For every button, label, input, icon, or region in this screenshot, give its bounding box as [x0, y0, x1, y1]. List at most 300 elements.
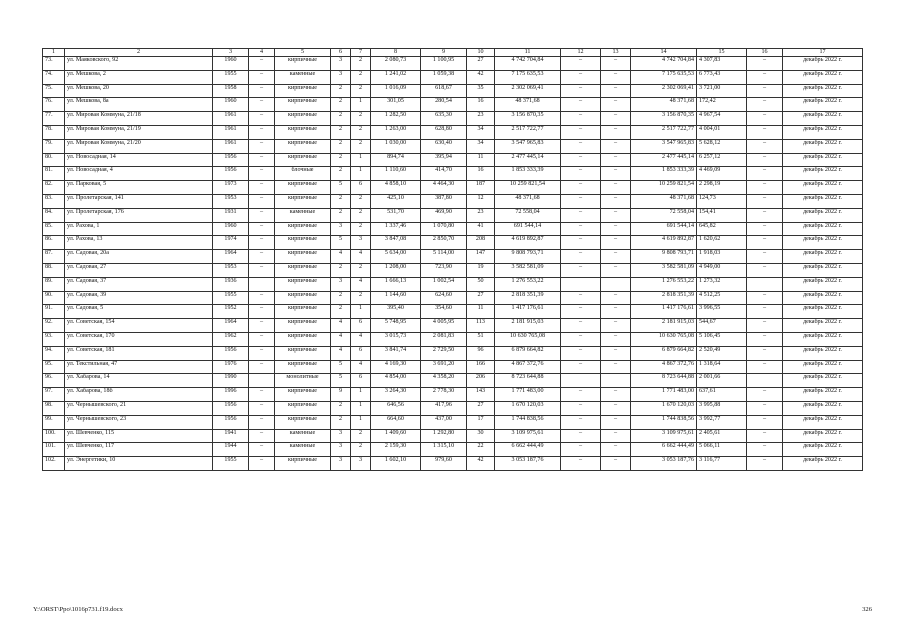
cell-entrances: 6	[351, 319, 371, 333]
cell-cost-per-sqm: 2 001,66	[697, 374, 747, 388]
cell-floors: 4	[331, 332, 351, 346]
cell-address: ул. Мешкова, 2	[65, 70, 213, 84]
cell-entrances: 1	[351, 98, 371, 112]
cell-total-cost: 2 818 351,39	[495, 291, 561, 305]
col-header-cost-owners: 14	[631, 49, 697, 57]
cell-residents: 30	[467, 429, 495, 443]
cell-cost-per-sqm: 2 405,61	[697, 429, 747, 443]
cell-completion-date: декабрь 2022 г.	[783, 112, 863, 126]
cell-residential-area: 1 002,54	[421, 277, 467, 291]
cell-year-built: 1944	[213, 443, 249, 457]
cell-total-cost: 3 109 975,61	[495, 429, 561, 443]
cell-total-cost: 6 662 444,49	[495, 443, 561, 457]
cell-cost-fund: –	[561, 401, 601, 415]
cell-cost-owners: 8 723 644,88	[631, 374, 697, 388]
cell-extra: –	[747, 263, 783, 277]
cell-total-cost: 72 558,04	[495, 208, 561, 222]
table-row	[43, 291, 863, 305]
table-row	[43, 443, 863, 457]
cell-cost-other: –	[601, 263, 631, 277]
cell-entrances: 2	[351, 208, 371, 222]
cell-year-built: 1961	[213, 139, 249, 153]
cell-cost-other: –	[601, 167, 631, 181]
cell-cost-fund: –	[561, 57, 601, 71]
cell-completion-date: декабрь 2022 г.	[783, 236, 863, 250]
cell-wall-material: кирпичные	[275, 153, 331, 167]
cell-cost-other: –	[601, 194, 631, 208]
cell-residential-area: 354,60	[421, 305, 467, 319]
cell-floors: 3	[331, 70, 351, 84]
cell-cost-fund: –	[561, 250, 601, 264]
cell-wall-material: кирпичные	[275, 222, 331, 236]
housing-register-table	[42, 48, 863, 471]
cell-residents: 34	[467, 139, 495, 153]
cell-completion-date: декабрь 2022 г.	[783, 194, 863, 208]
cell-wall-material: блочные	[275, 167, 331, 181]
cell-total-area: 1 337,46	[371, 222, 421, 236]
cell-cost-owners: 2 302 069,41	[631, 84, 697, 98]
cell-total-area: 2 080,73	[371, 57, 421, 71]
cell-total-area: 1 030,00	[371, 139, 421, 153]
cell-cost-other: –	[601, 250, 631, 264]
cell-cost-owners: 1 744 838,56	[631, 415, 697, 429]
cell-wall-material: кирпичные	[275, 415, 331, 429]
cell-total-area: 1 016,09	[371, 84, 421, 98]
cell-residents: 34	[467, 125, 495, 139]
cell-cost-fund: –	[561, 125, 601, 139]
cell-address: ул. Садовая, 5	[65, 305, 213, 319]
cell-floors: 3	[331, 222, 351, 236]
cell-entrances: 1	[351, 153, 371, 167]
cell-wall-material: кирпичные	[275, 319, 331, 333]
cell-residents: 11	[467, 153, 495, 167]
cell-cost-other: –	[601, 208, 631, 222]
cell-row-number: 75.	[43, 84, 65, 98]
cell-cost-other: –	[601, 84, 631, 98]
table-row	[43, 167, 863, 181]
cell-address: ул. Мешкова, 20	[65, 84, 213, 98]
cell-entrances: 3	[351, 457, 371, 471]
cell-year-renovated: –	[249, 443, 275, 457]
cell-floors: 3	[331, 457, 351, 471]
cell-wall-material: кирпичные	[275, 139, 331, 153]
cell-wall-material: кирпичные	[275, 263, 331, 277]
cell-residents: 41	[467, 222, 495, 236]
cell-cost-per-sqm: 172,42	[697, 98, 747, 112]
cell-residential-area: 4 005,95	[421, 319, 467, 333]
cell-extra: –	[747, 57, 783, 71]
cell-residential-area: 624,60	[421, 291, 467, 305]
column-number-row	[43, 49, 863, 57]
table-body	[43, 49, 863, 471]
cell-entrances: 2	[351, 57, 371, 71]
cell-completion-date: декабрь 2022 г.	[783, 139, 863, 153]
cell-year-renovated: –	[249, 208, 275, 222]
cell-residents: 23	[467, 112, 495, 126]
cell-residential-area: 4 358,20	[421, 374, 467, 388]
table-row	[43, 112, 863, 126]
cell-completion-date: декабрь 2022 г.	[783, 429, 863, 443]
cell-extra	[747, 277, 783, 291]
cell-cost-owners: 1 276 553,22	[631, 277, 697, 291]
cell-wall-material: кирпичные	[275, 388, 331, 402]
cell-wall-material: кирпичные	[275, 57, 331, 71]
cell-year-built: 1953	[213, 194, 249, 208]
cell-year-renovated: –	[249, 222, 275, 236]
cell-year-built: 1961	[213, 112, 249, 126]
cell-cost-owners: 48 371,68	[631, 98, 697, 112]
cell-total-area: 1 241,02	[371, 70, 421, 84]
cell-cost-other: –	[601, 457, 631, 471]
cell-cost-owners: 10 259 821,54	[631, 181, 697, 195]
cell-cost-per-sqm: 3 995,88	[697, 401, 747, 415]
cell-completion-date: декабрь 2022 г.	[783, 457, 863, 471]
cell-total-cost: 48 371,68	[495, 194, 561, 208]
cell-year-renovated	[249, 277, 275, 291]
cell-total-cost: 1 417 176,61	[495, 305, 561, 319]
cell-total-cost: 6 879 664,82	[495, 346, 561, 360]
cell-year-renovated: –	[249, 457, 275, 471]
cell-residential-area: 469,90	[421, 208, 467, 222]
cell-floors: 5	[331, 181, 351, 195]
cell-cost-fund: –	[561, 457, 601, 471]
cell-total-area: 5 634,00	[371, 250, 421, 264]
cell-total-cost: 7 175 635,53	[495, 70, 561, 84]
cell-residents: 166	[467, 360, 495, 374]
cell-residential-area: 2 081,83	[421, 332, 467, 346]
cell-total-cost: 2 477 445,14	[495, 153, 561, 167]
cell-row-number: 92.	[43, 319, 65, 333]
cell-completion-date: декабрь 2022 г.	[783, 57, 863, 71]
cell-residential-area: 1 315,10	[421, 443, 467, 457]
cell-cost-per-sqm: 4 949,00	[697, 263, 747, 277]
cell-total-cost: 1 276 553,22	[495, 277, 561, 291]
cell-year-renovated	[249, 374, 275, 388]
cell-total-cost: 9 808 793,71	[495, 250, 561, 264]
col-header-wall-material: 5	[275, 49, 331, 57]
cell-cost-fund: –	[561, 291, 601, 305]
cell-cost-other: –	[601, 319, 631, 333]
cell-row-number: 76.	[43, 98, 65, 112]
cell-floors: 4	[331, 346, 351, 360]
cell-year-renovated: –	[249, 346, 275, 360]
cell-address: ул. Шевченко, 117	[65, 443, 213, 457]
cell-address: ул. Чернышевского, 23	[65, 415, 213, 429]
cell-extra: –	[747, 415, 783, 429]
cell-cost-other: –	[601, 125, 631, 139]
cell-entrances: 6	[351, 181, 371, 195]
cell-year-built: 1960	[213, 57, 249, 71]
cell-wall-material: каменные	[275, 443, 331, 457]
cell-total-area: 425,10	[371, 194, 421, 208]
cell-completion-date: декабрь 2022 г.	[783, 125, 863, 139]
cell-residents: 19	[467, 263, 495, 277]
cell-address: ул. Рахова, 1	[65, 222, 213, 236]
cell-year-built: 1962	[213, 332, 249, 346]
cell-cost-owners: 9 808 793,71	[631, 250, 697, 264]
cell-cost-owners: 1 771 483,00	[631, 388, 697, 402]
cell-cost-per-sqm: 3 116,77	[697, 457, 747, 471]
cell-year-built: 1956	[213, 153, 249, 167]
cell-year-renovated: –	[249, 153, 275, 167]
cell-extra: –	[747, 84, 783, 98]
cell-residents: 35	[467, 84, 495, 98]
cell-residents: 27	[467, 291, 495, 305]
col-header-total-cost: 11	[495, 49, 561, 57]
cell-cost-owners: 7 175 635,53	[631, 70, 697, 84]
cell-extra: –	[747, 222, 783, 236]
cell-residents: 27	[467, 401, 495, 415]
cell-cost-owners: 1 417 176,61	[631, 305, 697, 319]
cell-total-area: 1 666,13	[371, 277, 421, 291]
cell-wall-material: кирпичные	[275, 457, 331, 471]
cell-total-cost: 2 181 915,03	[495, 319, 561, 333]
cell-floors: 3	[331, 443, 351, 457]
cell-cost-owners: 3 156 870,35	[631, 112, 697, 126]
cell-cost-per-sqm: 5 066,11	[697, 443, 747, 457]
cell-cost-fund: –	[561, 263, 601, 277]
cell-total-area: 3 015,73	[371, 332, 421, 346]
cell-row-number: 86.	[43, 236, 65, 250]
cell-entrances: 1	[351, 415, 371, 429]
cell-wall-material: кирпичные	[275, 291, 331, 305]
cell-row-number: 85.	[43, 222, 65, 236]
cell-cost-per-sqm: 3 996,55	[697, 305, 747, 319]
cell-cost-per-sqm: 3 992,77	[697, 415, 747, 429]
col-header-cost-per-sqm: 15	[697, 49, 747, 57]
cell-extra	[747, 374, 783, 388]
cell-row-number: 102.	[43, 457, 65, 471]
cell-year-renovated: –	[249, 112, 275, 126]
cell-address: ул. Советская, 154	[65, 319, 213, 333]
cell-residential-area: 628,80	[421, 125, 467, 139]
cell-total-area: 3 847,08	[371, 236, 421, 250]
cell-year-built: 1956	[213, 346, 249, 360]
cell-extra: –	[747, 443, 783, 457]
cell-cost-owners: 3 547 965,83	[631, 139, 697, 153]
cell-residential-area: 5 114,00	[421, 250, 467, 264]
cell-wall-material: кирпичные	[275, 181, 331, 195]
col-header-year-renovated: 4	[249, 49, 275, 57]
cell-cost-other: –	[601, 112, 631, 126]
cell-extra: –	[747, 194, 783, 208]
cell-row-number: 96.	[43, 374, 65, 388]
cell-cost-fund: –	[561, 305, 601, 319]
cell-total-cost: 8 723 644,88	[495, 374, 561, 388]
cell-row-number: 98.	[43, 401, 65, 415]
cell-completion-date: декабрь 2022 г.	[783, 305, 863, 319]
cell-residential-area: 2 850,70	[421, 236, 467, 250]
table-row	[43, 374, 863, 388]
cell-wall-material: кирпичные	[275, 125, 331, 139]
cell-floors: 2	[331, 305, 351, 319]
cell-cost-fund: –	[561, 139, 601, 153]
cell-cost-per-sqm: 5 628,12	[697, 139, 747, 153]
cell-cost-per-sqm: 4 967,54	[697, 112, 747, 126]
cell-row-number: 83.	[43, 194, 65, 208]
cell-extra: –	[747, 305, 783, 319]
cell-cost-other	[601, 277, 631, 291]
cell-extra: –	[747, 236, 783, 250]
cell-cost-per-sqm: 1 620,62	[697, 236, 747, 250]
col-header-row-number: 1	[43, 49, 65, 57]
cell-extra: –	[747, 112, 783, 126]
cell-row-number: 99.	[43, 415, 65, 429]
cell-total-area: 4 169,30	[371, 360, 421, 374]
cell-row-number: 89.	[43, 277, 65, 291]
cell-extra: –	[747, 346, 783, 360]
cell-cost-per-sqm: 4 004,01	[697, 125, 747, 139]
cell-completion-date: декабрь 2022 г.	[783, 346, 863, 360]
cell-cost-per-sqm: 154,41	[697, 208, 747, 222]
cell-wall-material: кирпичные	[275, 401, 331, 415]
table-row	[43, 401, 863, 415]
cell-cost-owners: 48 371,68	[631, 194, 697, 208]
cell-floors: 2	[331, 415, 351, 429]
cell-year-built: 1955	[213, 291, 249, 305]
cell-year-renovated: –	[249, 319, 275, 333]
cell-address: ул. Садовая, 39	[65, 291, 213, 305]
cell-extra: –	[747, 457, 783, 471]
cell-cost-per-sqm: 1 273,32	[697, 277, 747, 291]
cell-total-area: 2 159,30	[371, 443, 421, 457]
cell-completion-date: декабрь 2022 г.	[783, 319, 863, 333]
cell-cost-fund: –	[561, 222, 601, 236]
cell-extra: –	[747, 429, 783, 443]
cell-year-built: 1956	[213, 415, 249, 429]
cell-year-built: 1961	[213, 125, 249, 139]
cell-entrances: 2	[351, 194, 371, 208]
cell-row-number: 90.	[43, 291, 65, 305]
cell-cost-fund: –	[561, 194, 601, 208]
cell-entrances: 4	[351, 277, 371, 291]
cell-wall-material: кирпичные	[275, 277, 331, 291]
col-header-extra: 16	[747, 49, 783, 57]
cell-wall-material: каменные	[275, 70, 331, 84]
cell-year-built: 1973	[213, 181, 249, 195]
cell-cost-per-sqm: 645,82	[697, 222, 747, 236]
cell-entrances: 1	[351, 388, 371, 402]
cell-cost-owners: 3 109 975,61	[631, 429, 697, 443]
cell-completion-date: декабрь 2022 г.	[783, 181, 863, 195]
table-row	[43, 250, 863, 264]
cell-completion-date: декабрь 2022 г.	[783, 250, 863, 264]
cell-residents: 17	[467, 415, 495, 429]
cell-total-cost: 3 053 187,76	[495, 457, 561, 471]
cell-year-renovated: –	[249, 332, 275, 346]
cell-cost-other: –	[601, 332, 631, 346]
cell-residential-area: 280,54	[421, 98, 467, 112]
cell-year-renovated: –	[249, 194, 275, 208]
cell-cost-other: –	[601, 360, 631, 374]
cell-year-built: 1955	[213, 70, 249, 84]
cell-address: ул. Советская, 181	[65, 346, 213, 360]
cell-cost-other: –	[601, 415, 631, 429]
cell-floors: 2	[331, 153, 351, 167]
cell-address: ул. Мировая Коммуна, 21/19	[65, 125, 213, 139]
table-row	[43, 222, 863, 236]
cell-total-area: 395,40	[371, 305, 421, 319]
cell-entrances: 2	[351, 112, 371, 126]
cell-row-number: 79.	[43, 139, 65, 153]
cell-address: ул. Садовая, 37	[65, 277, 213, 291]
cell-address: ул. Энергетики, 10	[65, 457, 213, 471]
cell-entrances: 2	[351, 291, 371, 305]
cell-total-cost: 4 619 892,87	[495, 236, 561, 250]
cell-row-number: 100.	[43, 429, 65, 443]
cell-cost-per-sqm: 6 773,43	[697, 70, 747, 84]
cell-address: ул. Садовая, 27	[65, 263, 213, 277]
cell-floors: 2	[331, 194, 351, 208]
cell-completion-date: декабрь 2022 г.	[783, 208, 863, 222]
cell-extra: –	[747, 388, 783, 402]
cell-total-cost: 4 867 372,76	[495, 360, 561, 374]
cell-extra: –	[747, 125, 783, 139]
cell-extra: –	[747, 181, 783, 195]
cell-floors: 2	[331, 139, 351, 153]
cell-residents: 147	[467, 250, 495, 264]
cell-total-area: 1 110,60	[371, 167, 421, 181]
cell-residents: 187	[467, 181, 495, 195]
cell-cost-fund: –	[561, 98, 601, 112]
cell-completion-date: декабрь 2022 г.	[783, 98, 863, 112]
table-row	[43, 415, 863, 429]
cell-cost-fund: –	[561, 319, 601, 333]
cell-extra: –	[747, 167, 783, 181]
cell-address: ул. Садовая, 20а	[65, 250, 213, 264]
cell-row-number: 93.	[43, 332, 65, 346]
cell-completion-date: декабрь 2022 г.	[783, 415, 863, 429]
cell-total-area: 1 409,60	[371, 429, 421, 443]
cell-total-cost: 3 156 870,35	[495, 112, 561, 126]
cell-cost-fund: –	[561, 70, 601, 84]
cell-year-built: 1960	[213, 222, 249, 236]
cell-floors: 2	[331, 401, 351, 415]
cell-year-built: 1960	[213, 98, 249, 112]
col-header-cost-other: 13	[601, 49, 631, 57]
cell-entrances: 4	[351, 332, 371, 346]
cell-cost-other: –	[601, 388, 631, 402]
col-header-year-built: 3	[213, 49, 249, 57]
table-row	[43, 208, 863, 222]
cell-floors: 5	[331, 360, 351, 374]
cell-total-area: 1 144,60	[371, 291, 421, 305]
cell-row-number: 81.	[43, 167, 65, 181]
cell-year-renovated: –	[249, 250, 275, 264]
cell-floors: 3	[331, 57, 351, 71]
cell-floors: 2	[331, 84, 351, 98]
cell-wall-material: кирпичные	[275, 194, 331, 208]
table-row	[43, 305, 863, 319]
cell-cost-owners: 10 630 765,08	[631, 332, 697, 346]
cell-total-area: 5 748,95	[371, 319, 421, 333]
cell-extra: –	[747, 208, 783, 222]
cell-wall-material: кирпичные	[275, 360, 331, 374]
cell-residential-area: 414,70	[421, 167, 467, 181]
cell-cost-per-sqm: 4 307,83	[697, 57, 747, 71]
cell-year-built: 1958	[213, 84, 249, 98]
table-row	[43, 429, 863, 443]
cell-cost-owners: 2 477 445,14	[631, 153, 697, 167]
cell-total-area: 664,60	[371, 415, 421, 429]
table-row	[43, 236, 863, 250]
cell-cost-fund: –	[561, 84, 601, 98]
cell-floors: 5	[331, 374, 351, 388]
cell-address: ул. Парковая, 5	[65, 181, 213, 195]
cell-total-area: 4 858,10	[371, 181, 421, 195]
cell-year-renovated: –	[249, 98, 275, 112]
table-row	[43, 125, 863, 139]
